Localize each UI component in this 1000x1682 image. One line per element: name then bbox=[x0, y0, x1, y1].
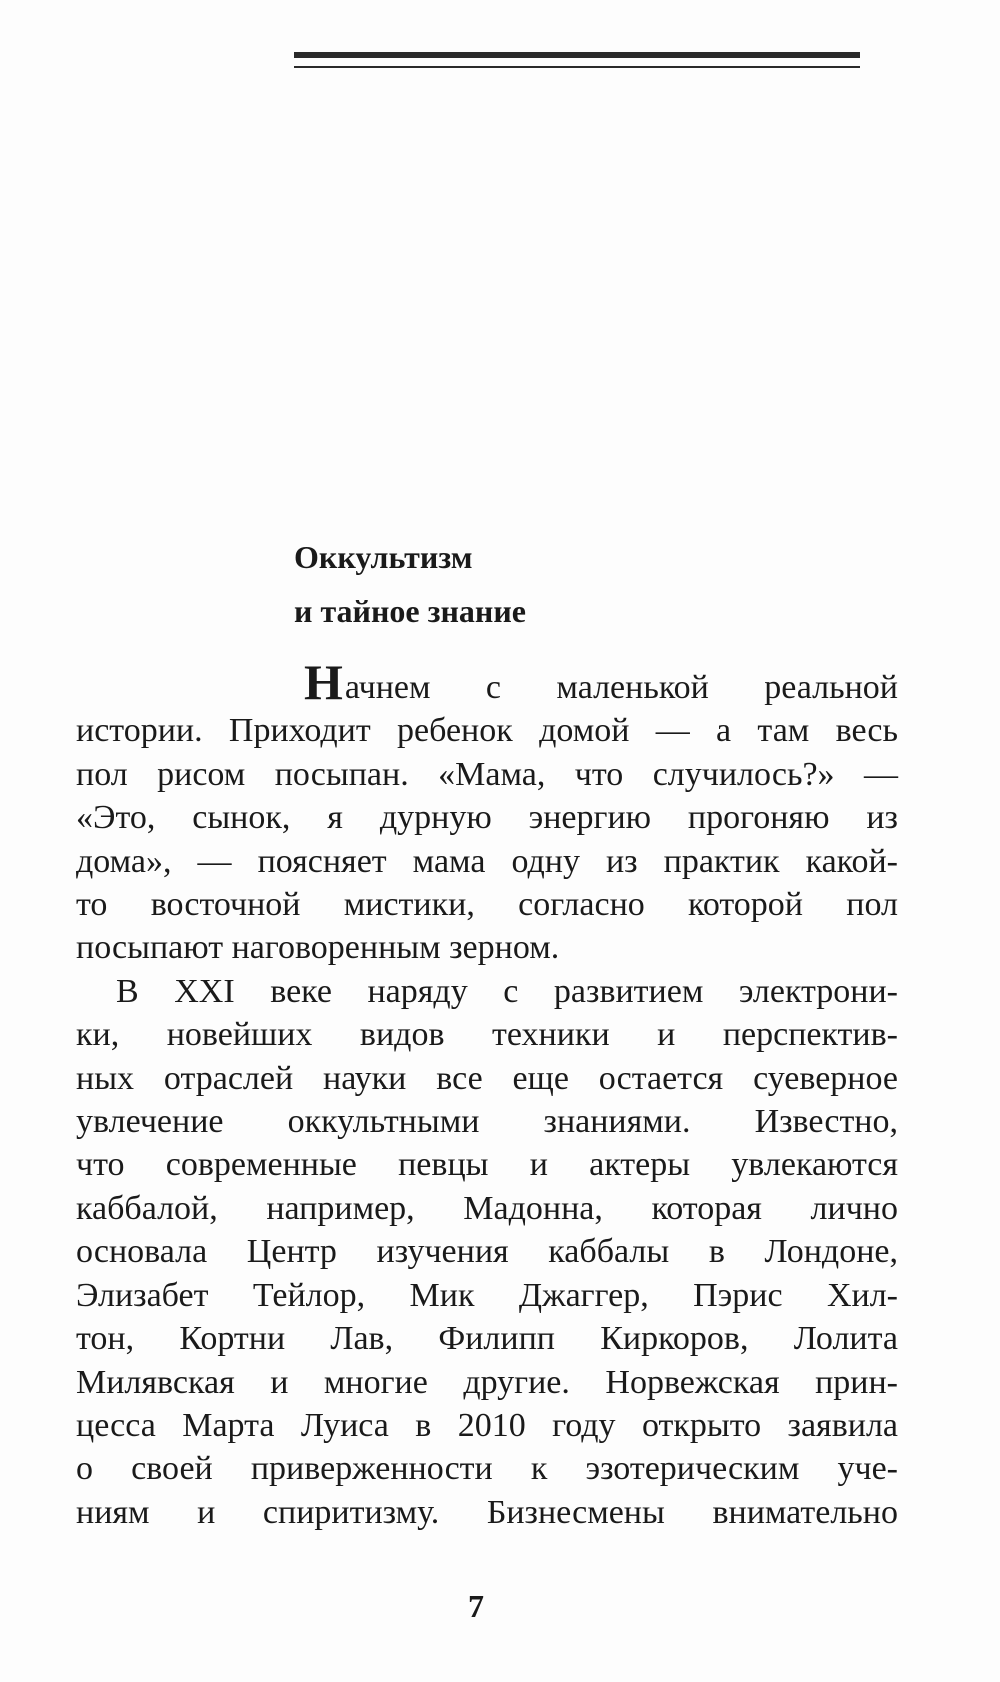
paragraph-2-line-9: тон, Кортни Лав, Филипп Киркоров, Лолита bbox=[76, 1320, 898, 1358]
chapter-heading-line-1: Оккультизм bbox=[294, 539, 473, 575]
page-number: 7 bbox=[468, 1588, 484, 1624]
chapter-heading-line-2: и тайное знание bbox=[294, 593, 526, 629]
paragraph-1-line-4: «Это, сынок, я дурную энергию прогоняю из bbox=[76, 799, 898, 837]
paragraph-2-line-10: Милявская и многие другие. Норвежская прин- bbox=[76, 1363, 898, 1401]
paragraph-1-line-1 bbox=[76, 654, 898, 710]
paragraph-1-line-6: то восточной мистики, согласно которой пол bbox=[76, 886, 898, 924]
paragraph-2-line-2: ки, новейших видов техники и перспектив- bbox=[76, 1016, 898, 1054]
paragraph-1-line-2: истории. Приходит ребенок домой — а там весь bbox=[76, 712, 898, 750]
header-rule-thick bbox=[294, 52, 860, 58]
paragraph-2-line-6: каббалой, например, Мадонна, которая лично bbox=[76, 1189, 898, 1227]
paragraph-2-line-8: Элизабет Тейлор, Мик Джаггер, Пэрис Хил- bbox=[76, 1276, 898, 1314]
body-text bbox=[76, 654, 898, 1534]
paragraph-2-line-13: ниям и спиритизму. Бизнесмены внимательно bbox=[76, 1493, 898, 1531]
chapter-heading bbox=[294, 530, 854, 638]
paragraph-2-line-11: цесса Марта Луиса в 2010 году открыто заявила bbox=[76, 1406, 898, 1444]
paragraph-1-line-5: дома», — поясняет мама одну из практик какой- bbox=[76, 842, 898, 880]
paragraph-2-line-7: основала Центр изучения каббалы в Лондоне, bbox=[76, 1233, 898, 1271]
paragraph-1-line-1-text: ачнем с маленькой реальной bbox=[344, 669, 898, 706]
paragraph-2-line-3: ных отраслей науки все еще остается суеверное bbox=[76, 1059, 898, 1097]
paragraph-1-line-7: посыпают наговоренным зерном. bbox=[76, 929, 560, 967]
paragraph-2-line-4: увлечение оккультными знаниями. Известно, bbox=[76, 1103, 898, 1141]
paragraph-2-line-1: В XXI веке наряду с развитием электрони- bbox=[116, 972, 898, 1010]
header-rule-thin bbox=[294, 66, 860, 68]
paragraph-1-line-3: пол рисом посыпан. «Мама, что случилось?» — bbox=[76, 755, 898, 793]
drop-cap: Н bbox=[304, 654, 345, 710]
paragraph-2-line-12: о своей приверженности к эзотерическим уче- bbox=[76, 1450, 898, 1488]
paragraph-2-line-5: что современные певцы и актеры увлекаются bbox=[76, 1146, 898, 1184]
